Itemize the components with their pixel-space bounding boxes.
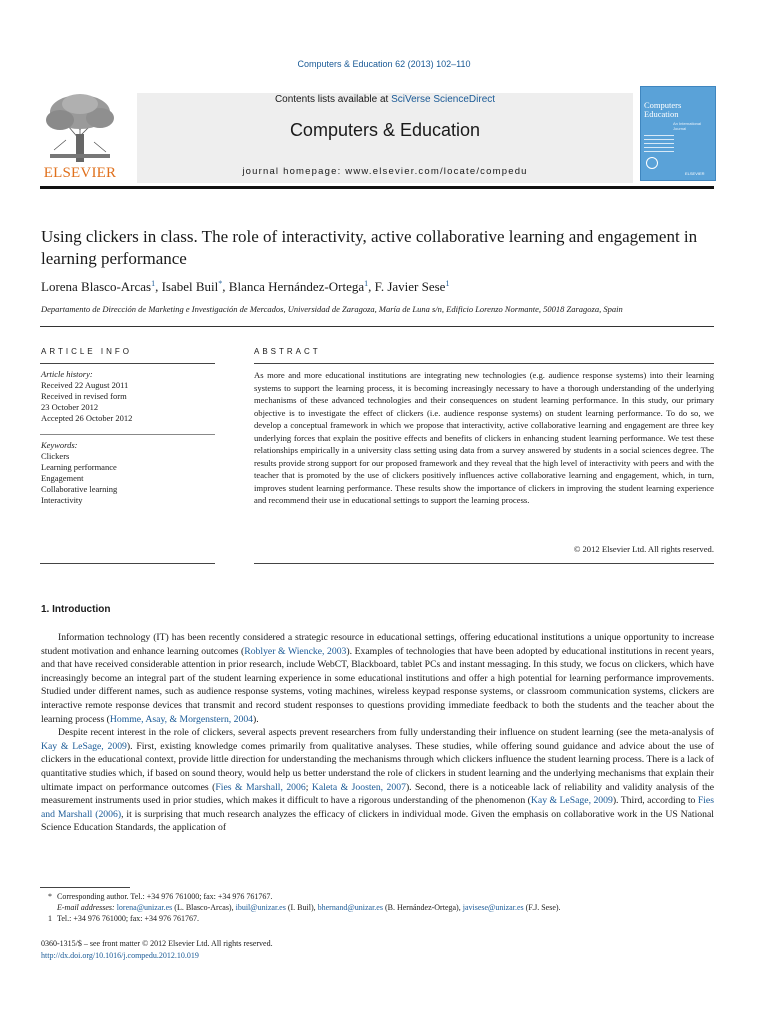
author-name: Lorena Blasco-Arcas <box>41 279 152 294</box>
footnote-star-mark: * <box>48 892 52 901</box>
article-info-divider <box>40 434 215 435</box>
article-history <box>41 369 216 424</box>
citation-link[interactable]: Roblyer & Wiencke, 2003 <box>244 645 347 657</box>
history-item: Received in revised form <box>41 391 127 401</box>
email-link[interactable]: javisese@unizar.es <box>462 903 524 912</box>
journal-reference[interactable]: Computers & Education 62 (2013) 102–110 <box>297 59 471 69</box>
keywords-label: Keywords: <box>41 440 78 450</box>
contents-prefix: Contents lists available at <box>274 94 392 105</box>
intro-paragraph-2: Despite recent interest in the role of clickers, several aspects prevent researchers from fully understanding their influence on student learning (see the meta-analysis of Kay & LeSage, 2009). First, existing knowledge comes primarily from qualitative analyses. These studies, while offering sound guidance and advice about the use of clickers in the educational context, provide little direction for understanding the mechanisms through which clickers influence the student learning process. There is a lack of quantitative studies which, if based on sound theory, would help us better understand the role of clickers in student learning and the underlying mechanisms that explain their ultimate impact on performance outcomes (Fies & Marshall, 2006; Kaleta & Joosten, 2007). Second, there is a noticeable lack of reliability and validity analysis of the measurement instruments used in prior studies, which makes it difficult to have a rigorous understanding of the phenomenon (Kay & LeSage, 2009). Third, according to Fies and Marshall (2006), it is surprising that much research analyzes the efficacy of clickers in individual mode. Given the emphasis on collaborative work in the US National Science Education Standards, the application of <box>41 727 714 834</box>
author-mark[interactable]: * <box>218 279 223 288</box>
header-rule <box>40 186 714 189</box>
author-mark[interactable]: 1 <box>364 279 369 288</box>
corresponding-footnote: * Corresponding author. Tel.: +34 976 761000; fax: +34 976 761767. <box>48 892 273 901</box>
author-name: Isabel Buil <box>161 279 219 294</box>
issn-line: 0360-1315/$ – see front matter © 2012 Elsevier Ltd. All rights reserved. <box>41 939 273 948</box>
email-link[interactable]: ibuil@unizar.es <box>235 903 286 912</box>
elsevier-tree-icon <box>40 90 120 164</box>
intro-paragraph-1: Information technology (IT) has been recently considered a strategic resource in educational settings, offering educational institutions a unique opportunity to increase student motivation and enhance learning outcomes (Roblyer & Wiencke, 2003). Examples of technologies that have been adopted by educational institutions in recent years, and that have received considerable attention in prior research, include WebCT, Blackboard, tablet PCs and instant messaging. In this study, we focus on clickers, which have increasingly become an integral part of the student learning experience in some educational institutions and offer a high potential for learning performance improvements. Studied under different names, such as audience response systems, voting machines, wireless keypad response systems, or classroom communication systems, clickers are interactive remote response devices that transmit and record student responses to questions providing immediate feedback to both the students and the teacher about the learning process (Homme, Asay, & Morgenstern, 2004). <box>41 632 715 725</box>
history-item: Accepted 26 October 2012 <box>41 413 133 423</box>
article-info-rule <box>40 363 215 364</box>
article-info-bottom-rule <box>40 563 215 564</box>
email-label: E-mail addresses: <box>57 903 115 912</box>
keyword-list <box>41 451 216 506</box>
keyword-item: Engagement <box>41 473 84 483</box>
cover-title: Computers Education <box>644 100 682 119</box>
email-link[interactable]: bhernand@unizar.es <box>317 903 383 912</box>
author-name: F. Javier Sese <box>374 279 446 294</box>
journal-title: Computers & Education <box>289 120 481 140</box>
author-name: Blanca Hernández-Ortega <box>228 279 365 294</box>
footnote-one-mark: 1 <box>48 914 52 923</box>
email-link[interactable]: lorena@unizar.es <box>116 903 173 912</box>
author-mark[interactable]: 1 <box>445 279 450 288</box>
author-mark[interactable]: 1 <box>151 279 156 288</box>
history-item: 23 October 2012 <box>41 402 99 412</box>
abstract-heading: ABSTRACT <box>254 347 321 356</box>
author-list: Lorena Blasco-Arcas$^1$, Isabel Buil*, Blanca Hernández-Ortega$^1$, F. Javier Sese$^1$ <box>41 279 450 294</box>
footnote-rule <box>40 887 130 888</box>
citation-link[interactable]: Kaleta & Joosten, 2007 <box>311 781 406 793</box>
abstract-text: As more and more educational institutions are integrating new technologies (e.g. audience response systems) into their learning systems to support the learning process, it is becoming increasingly necessary to have a thorough understanding of the underlying mechanisms of these advanced technologies and their consequences on student learning performance. In this study, our primary objective is to investigate the effect of clickers (i.e. audience response systems) on student learning performance. To do so, we develop a conceptual framework in which we propose that interactivity, active collaborative learning and engagement are three key underlying forces that explain the positive effects and benefits of clickers in enhancing student learning performance. We test these relationships empirically in a university class setting using data from a survey answered by students in a social sciences degree. The results provide strong support for our proposed framework and they reveal that the high level of interactivity with peers and with the teacher that is promoted by the use of clickers positively influences active collaborative learning and engagement, which, in turn, improves student learning performance. These results show the importance of clickers in improving the student learning experience and recommend their use in educational settings to support the learning process. <box>254 370 714 505</box>
keyword-item: Collaborative learning <box>41 484 118 494</box>
keyword-item: Interactivity <box>41 495 83 505</box>
article-title: Using clickers in class. The role of interactivity, active collaborative learning and engagement in learning performance <box>41 227 698 268</box>
keyword-item: Learning performance <box>41 462 117 472</box>
bottom-info <box>41 938 714 962</box>
title-rule <box>40 326 714 327</box>
abstract-rule <box>254 363 714 364</box>
footnotes <box>41 891 714 924</box>
history-label: Article history: <box>41 369 93 379</box>
doi-link[interactable]: http://dx.doi.org/10.1016/j.compedu.2012.10.019 <box>41 951 199 960</box>
elsevier-wordmark: ELSEVIER <box>43 165 117 181</box>
affiliation: Departamento de Dirección de Marketing e Investigación de Mercados, Universidad de Zaragoza, María de Luna s/n, Edificio Lorenzo Normante, 50018 Zaragoza, Spain <box>41 304 623 314</box>
citation-link[interactable]: Fies and Marshall (2006) <box>41 795 714 820</box>
sciverse-link[interactable]: SciVerse ScienceDirect <box>391 94 496 105</box>
citation-link[interactable]: Fies & Marshall, 2006 <box>215 781 306 793</box>
citation-link[interactable]: Kay & LeSage, 2009 <box>41 740 127 752</box>
abstract-copyright: © 2012 Elsevier Ltd. All rights reserved. <box>573 544 714 554</box>
journal-homepage[interactable]: journal homepage: www.elsevier.com/locate/compedu <box>242 166 528 177</box>
introduction-heading: 1. Introduction <box>41 604 111 615</box>
citation-link[interactable]: Homme, Asay, & Morgenstern, 2004 <box>109 713 254 725</box>
contents-availability <box>137 94 633 105</box>
cover-seal-icon <box>646 157 658 169</box>
journal-cover-image[interactable] <box>640 86 716 181</box>
article-info-heading: ARTICLE INFO <box>41 347 132 356</box>
history-item: Received 22 August 2011 <box>41 380 129 390</box>
history-list <box>41 380 216 424</box>
citation-link[interactable]: Kay & LeSage, 2009 <box>530 795 613 807</box>
cover-publisher: ELSEVIER <box>685 171 705 176</box>
tel-footnote: 1 Tel.: +34 976 761000; fax: +34 976 761767. <box>48 914 200 923</box>
cover-lines <box>644 135 674 155</box>
cover-subtitle: An International Journal <box>673 121 702 131</box>
email-list: lorena@unizar.es (L. Blasco-Arcas), ibuil@unizar.es (I. Buil), bhernand@unizar.es (B. Hernández-Ortega), javisese@unizar.es (F.J. Sese). <box>116 903 561 912</box>
email-footnote <box>41 902 714 913</box>
keywords <box>41 440 216 506</box>
introduction-body <box>41 631 714 835</box>
elsevier-logo <box>40 90 120 182</box>
abstract-bottom-rule <box>254 563 714 564</box>
keyword-item: Clickers <box>41 451 70 461</box>
